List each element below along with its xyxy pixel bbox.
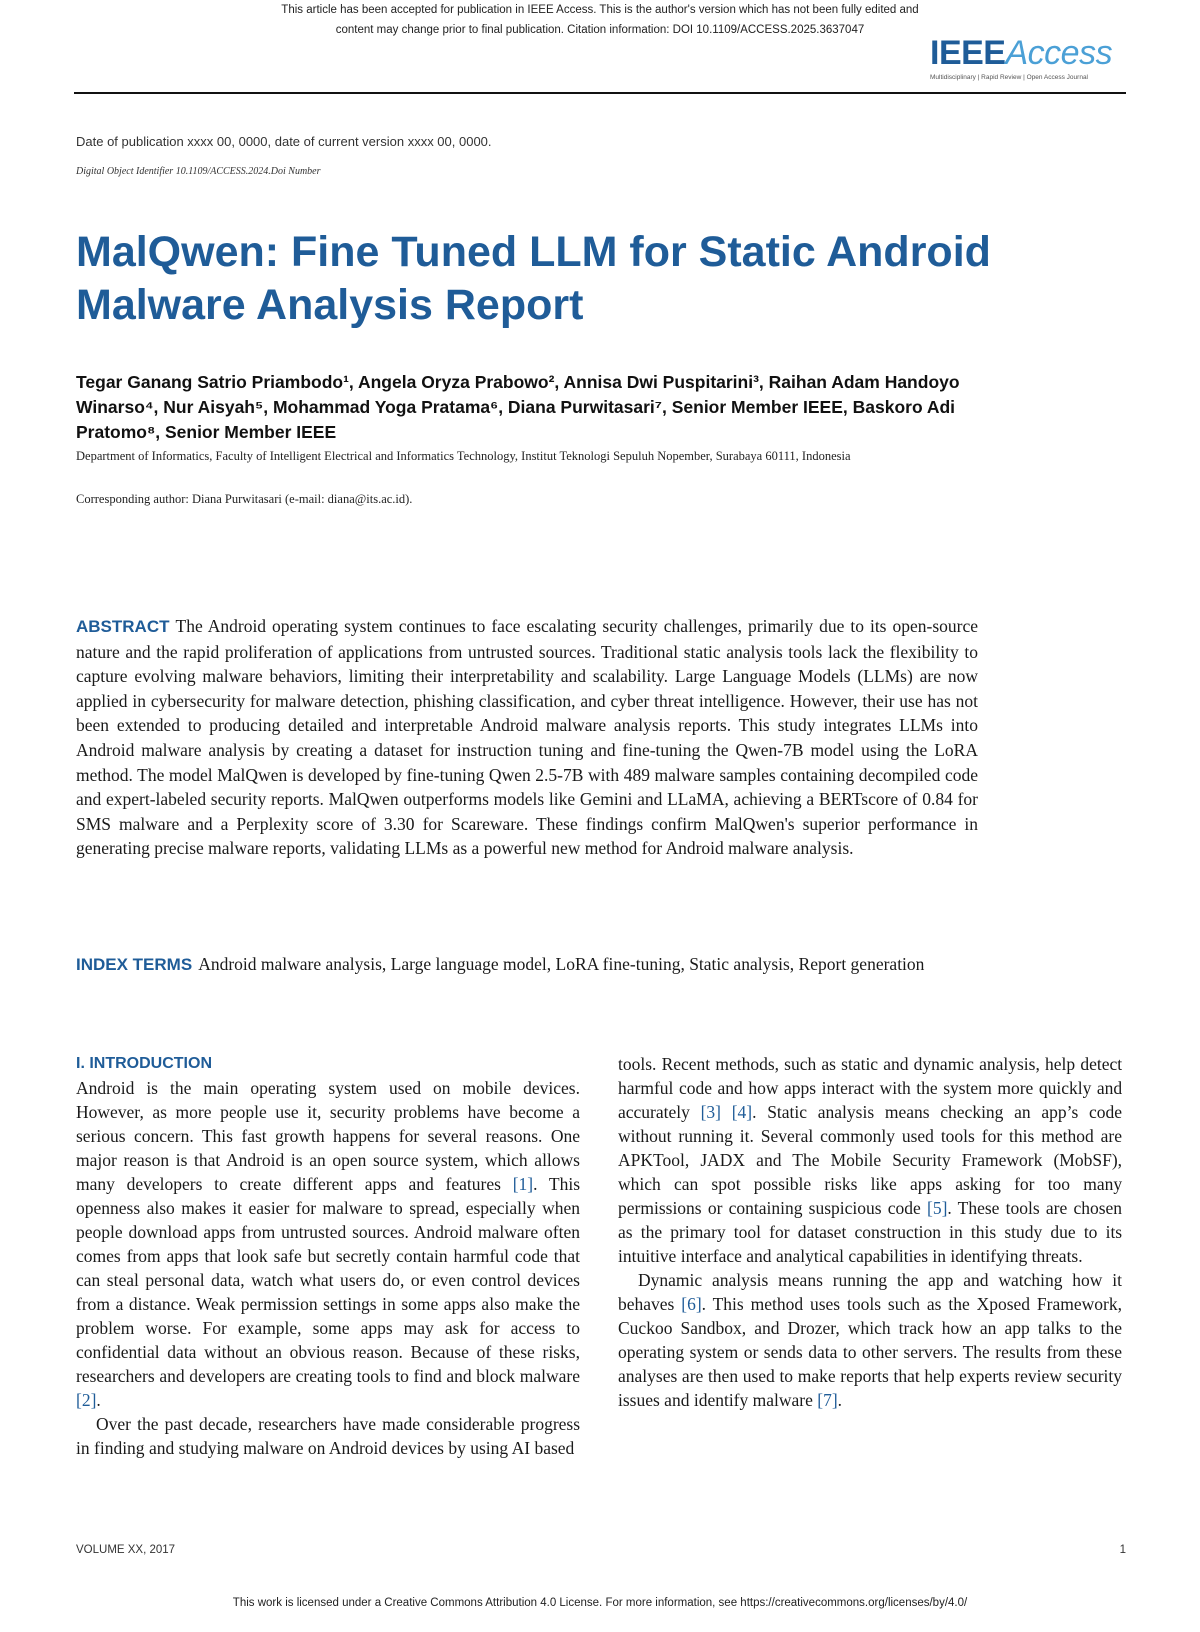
paragraph-text: without (618, 1126, 672, 1146)
publication-notice (150, 0, 1050, 40)
paragraph-text: it. (739, 1126, 754, 1146)
paragraph-text: . (96, 1390, 101, 1410)
citation-link-3[interactable]: [3] (700, 1102, 721, 1122)
paragraph-text: detect (1080, 1054, 1123, 1074)
paragraph-text (819, 1150, 830, 1170)
paragraph-text: finding (94, 1438, 145, 1458)
index-terms-label: INDEX TERMS (76, 955, 193, 974)
paragraph-text: Android (328, 1438, 388, 1458)
paragraph-text: and (746, 1246, 772, 1266)
paragraph-text: and (756, 1150, 782, 1170)
paragraph-text: APKTool, (618, 1150, 690, 1170)
paragraph-text: analysis, (979, 1054, 1040, 1074)
paragraph-text: Android is the main operating system used on mobile devices. However, as more people use it, security problems have become a serious concern. This fast growth happens for several reasons. One major reason is that Android is an open source system, which allows many developers to create different apps and features (76, 1078, 580, 1194)
paragraph-text: can (673, 1174, 699, 1194)
paragraph-text (874, 1102, 885, 1122)
paragraph-text: for (981, 1126, 1003, 1146)
paragraph-text: AI (511, 1438, 531, 1458)
paragraph-text: considerable (426, 1414, 515, 1434)
paragraph-text: Static (767, 1102, 808, 1122)
paragraph-text (698, 1174, 711, 1194)
paragraph-text: this (1009, 1126, 1035, 1146)
paragraph-text: code (1089, 1102, 1123, 1122)
ieee-access-logo (930, 34, 1130, 81)
paragraph-text: suspicious (808, 1198, 882, 1218)
paragraph-text (1001, 1174, 1014, 1194)
paragraph-text: checking (940, 1102, 1004, 1122)
paragraph-text: how (748, 1078, 779, 1098)
paragraph-text: due (1050, 1222, 1076, 1242)
paragraph-text: are (1045, 1198, 1068, 1218)
paragraph-text (930, 1102, 941, 1122)
paragraph-text: static (841, 1054, 879, 1074)
paragraph-text: . (752, 1102, 757, 1122)
paragraph-text (761, 1222, 769, 1242)
paragraph-text (745, 1150, 756, 1170)
abstract-text: The Android operating system continues to face escalating security challenges, primarily due to its open-source nature and the rapid proliferation of applications from untrusted sources. Traditional static analysis tools lack the flexibility to capture evolving malware behaviors, limiting their interpretability and scalability. Large Language Models (LLMs) are now applied in cybersecurity for malware detection, phishing classification, and cyber threat intelligence. However, their use has not been extended to producing detailed and interpretable Android malware analysis reports. This study integrates LLMs into Android malware analysis by creating a dataset for instruction tuning and fine-tuning the Qwen-7B model using the LoRA method. The model MalQwen is developed by fine-tuning Qwen 2.5-7B with 489 malware samples containing decompiled code and expert-labeled security reports. MalQwen outperforms models like Gemini and LLaMA, achieving a BERTscore of 0.84 for SMS malware and a Perplexity score of 3.30 for Scareware. These findings confirm MalQwen's superior performance in generating precise malware reports, validating LLMs as a powerful new method for Android malware analysis. (76, 616, 978, 859)
paragraph-text: based (534, 1438, 575, 1458)
abstract (76, 614, 978, 861)
paragraph-text (756, 1102, 767, 1122)
paragraph-text (897, 1174, 910, 1194)
paragraph-text: accurately (618, 1102, 690, 1122)
paragraph-text (690, 1102, 701, 1122)
paragraph-text: an (1014, 1102, 1031, 1122)
right-column (618, 1052, 1122, 1412)
paragraph-text (1003, 1102, 1014, 1122)
citation-link-5[interactable]: [5] (927, 1198, 948, 1218)
paragraph-text: code (887, 1198, 921, 1218)
paragraph-text: progress (520, 1414, 581, 1434)
paragraph-text: chosen (1073, 1198, 1123, 1218)
license-notice: This work is licensed under a Creative Commons Attribution 4.0 License. For more information, see https://creativecommons.org/licenses/by/4.0/ (232, 1597, 968, 1609)
citation-link-4[interactable]: [4] (731, 1102, 753, 1122)
paragraph-text: permissions (618, 1198, 702, 1218)
paragraph-text: with (879, 1078, 911, 1098)
paragraph-text: spot (711, 1174, 741, 1194)
paragraph-text: containing (728, 1198, 803, 1218)
paragraph-text: have (342, 1414, 376, 1434)
paragraph-text: devices (391, 1438, 444, 1458)
logo-tagline: Multidisciplinary | Rapid Review | Open Access Journal (930, 74, 1088, 81)
paragraph-text: system (943, 1078, 992, 1098)
paragraph-text: dataset (797, 1222, 847, 1242)
paragraph-text: identifying (950, 1246, 1028, 1266)
paragraph-text (975, 1126, 982, 1146)
paragraph-text (1031, 1102, 1042, 1122)
left-column (76, 1052, 580, 1460)
paragraph-text: . (947, 1198, 952, 1218)
paragraph-text (721, 1102, 732, 1122)
paragraph-text (781, 1150, 792, 1170)
paragraph-text: app’s (1041, 1102, 1079, 1122)
intro-paragraph-2-continued (618, 1052, 1122, 1268)
paragraph-text: researchers (258, 1414, 337, 1434)
citation-link-1[interactable]: [1] (512, 1174, 534, 1194)
paragraph-text: tools. (618, 1054, 657, 1074)
intro-paragraph-1 (76, 1076, 580, 1412)
paragraph-text: code (678, 1078, 712, 1098)
paragraph-text (1094, 1126, 1101, 1146)
paragraph-text (1002, 1126, 1009, 1146)
section-heading-introduction: I. INTRODUCTION (76, 1055, 212, 1072)
paragraph-text: analysis (817, 1102, 875, 1122)
paragraph-text: means (884, 1102, 930, 1122)
paragraph-text: Mobile (830, 1150, 882, 1170)
citation-link-6[interactable]: [6] (681, 1294, 702, 1314)
paragraph-text: as (821, 1054, 836, 1074)
notice-line-2: content may change prior to final publication. Citation information: DOI 10.1109/ACCESS.2025.3637047 (335, 24, 865, 36)
paragraph-text: quickly (1038, 1078, 1092, 1098)
paragraph-text (1042, 1150, 1053, 1170)
paragraph-text: analytical (775, 1246, 844, 1266)
paragraph-text (1097, 1222, 1105, 1242)
index-terms (76, 952, 978, 978)
paragraph-text (1076, 1222, 1084, 1242)
paragraph-text (733, 1126, 740, 1146)
paragraph-text: tools (1005, 1198, 1040, 1218)
paragraph-text: method (1041, 1126, 1094, 1146)
paragraph-text: by (448, 1438, 466, 1458)
paragraph-text: interface (680, 1246, 742, 1266)
paragraph-text: and (717, 1078, 743, 1098)
intro-paragraph-3 (618, 1268, 1122, 1412)
paragraph-text: Framework (961, 1150, 1043, 1170)
paragraph-text: help (1045, 1054, 1076, 1074)
paragraph-text: apps (784, 1078, 817, 1098)
paragraph-text: for (1014, 1174, 1035, 1194)
paragraph-text (807, 1102, 818, 1122)
logo-ieee-text: IEEE (930, 34, 1006, 72)
paragraph-text (790, 1222, 798, 1242)
paper-title: MalQwen: Fine Tuned LLM for Static Android Malware Analysis Report (76, 228, 991, 329)
paragraph-text: capabilities (848, 1246, 929, 1266)
paragraph-text: past (164, 1414, 193, 1434)
paragraph-text: primary (670, 1222, 726, 1242)
paragraph-text (951, 1150, 962, 1170)
paragraph-text (633, 1222, 641, 1242)
paragraph-text: dynamic (913, 1054, 974, 1074)
paragraph-text (857, 1174, 870, 1194)
paragraph-text: made (382, 1414, 421, 1434)
paragraph-text (741, 1174, 754, 1194)
logo-access-text: Access (1005, 34, 1113, 72)
paragraph-text: in (76, 1438, 90, 1458)
paragraph-text: decade, (199, 1414, 252, 1434)
paragraph-text: JADX (700, 1150, 746, 1170)
paragraph-text (726, 1222, 734, 1242)
paragraph-text: The (792, 1150, 820, 1170)
paragraph-text: using (470, 1438, 509, 1458)
index-terms-text: Android malware analysis, Large language model, LoRA fine-tuning, Static analysis, Report generation (198, 954, 925, 974)
paragraph-text: risks (824, 1174, 858, 1194)
paragraph-text (941, 1222, 949, 1242)
paragraph-text (881, 1150, 892, 1170)
paragraph-text (934, 1126, 941, 1146)
paragraph-text: for (769, 1222, 790, 1242)
paragraph-text: Recent (661, 1054, 711, 1074)
paragraph-text: too (1047, 1174, 1071, 1194)
paragraph-text: this (970, 1222, 997, 1242)
header-divider (74, 92, 1126, 94)
paragraph-text: apps (909, 1174, 943, 1194)
paragraph-text: methods, (715, 1054, 780, 1074)
paragraph-text (754, 1126, 761, 1146)
citation-link-2[interactable]: [2] (76, 1390, 97, 1410)
paragraph-text (895, 1126, 902, 1146)
paragraph-text: running (678, 1126, 733, 1146)
paragraph-text: threats. (1031, 1246, 1083, 1266)
paragraph-text: Over (96, 1414, 131, 1434)
paragraph-text: Security (892, 1150, 951, 1170)
paragraph-text: more (997, 1078, 1034, 1098)
paragraph-text: intuitive (618, 1246, 677, 1266)
paragraph-text: tool (733, 1222, 762, 1242)
paragraph-text (963, 1222, 971, 1242)
paragraph-text: . This openness also makes it easier for malware to spread, especially when people download apps from untrusted sources. Android malware often comes from apps that look safe but secretly contain harmful code that can steal personal data, watch what users do, or even control devices from a distance. Weak permission settings in some apps also make the problem worse. For example, some apps may ask for access to confidential data without an obvious reason. Because of these risks, researchers and developers are creating tools to find and block malware (76, 1174, 581, 1386)
paragraph-text: possible (753, 1174, 812, 1194)
paragraph-text: the (640, 1222, 663, 1242)
paragraph-text: malware (243, 1438, 304, 1458)
publication-date: Date of publication xxxx 00, 0000, date of current version xxxx 00, 0000. (76, 134, 492, 149)
paragraph-text: or (707, 1198, 723, 1218)
paragraph-text (1070, 1174, 1083, 1194)
paragraph-text: many (1083, 1174, 1123, 1194)
paragraph-text: which (618, 1174, 661, 1194)
paragraph-text: its (1105, 1222, 1123, 1242)
paragraph-text: Several (760, 1126, 814, 1146)
paragraph-text: are (1100, 1126, 1122, 1146)
paragraph-text (689, 1150, 700, 1170)
paragraph-text (811, 1174, 824, 1194)
paragraph-text: asking (955, 1174, 1001, 1194)
affiliation: Department of Informatics, Faculty of Intelligent Electrical and Informatics Technology, Institut Teknologi Sepuluh Nopember, Surabaya 60111, Indonesia (76, 449, 851, 463)
paragraph-text: and (148, 1438, 175, 1458)
author-list: Tegar Ganang Satrio Priambodo¹, Angela Oryza Prabowo², Annisa Dwi Puspitarini³, Raihan Adam Handoyo Winarso⁴, Nur Aisyah⁵, Mohammad Yoga Pratama⁶, Diana Purwitasari⁷, Senior Member IEEE, Baskoro Adi Pratomo⁸, Senior Member IEEE (76, 372, 960, 442)
paragraph-text: interact (821, 1078, 875, 1098)
paragraph-text: commonly (820, 1126, 895, 1146)
notice-line-1: This article has been accepted for publication in IEEE Access. This is the author's version which has not been fully edited and (281, 4, 919, 16)
paragraph-text (942, 1174, 955, 1194)
paragraph-text (1078, 1102, 1089, 1122)
paragraph-text: in (949, 1222, 963, 1242)
paragraph-text: Dynamic analysis means running the app and watching how it behaves (618, 1270, 1122, 1314)
citation-link-7[interactable]: [7] (817, 1390, 838, 1410)
paragraph-text: construction (854, 1222, 941, 1242)
paragraph-text: like (870, 1174, 897, 1194)
paragraph-text: to (1083, 1222, 1098, 1242)
intro-paragraph-2 (76, 1412, 580, 1460)
paragraph-text: studying (178, 1438, 239, 1458)
paragraph-text: the (137, 1414, 159, 1434)
footer-volume: VOLUME XX, 2017 (76, 1544, 176, 1556)
paragraph-text (1035, 1174, 1048, 1194)
corresponding-author: Corresponding author: Diana Purwitasari (e-mail: diana@its.ac.id). (76, 492, 413, 506)
abstract-label: ABSTRACT (76, 617, 170, 636)
paragraph-text: harmful (618, 1078, 674, 1098)
paragraph-text: (MobSF), (1053, 1150, 1123, 1170)
paragraph-text: These (957, 1198, 1000, 1218)
footer-page-number: 1 (1119, 1544, 1126, 1556)
paragraph-text: and (1096, 1078, 1123, 1098)
paragraph-text (661, 1174, 674, 1194)
paragraph-text: and (883, 1054, 909, 1074)
paragraph-text: the (916, 1078, 938, 1098)
paragraph-text: . (837, 1390, 843, 1410)
paragraph-text: on (307, 1438, 326, 1458)
paragraph-text: study (1004, 1222, 1043, 1242)
paragraph-text: tools (940, 1126, 975, 1146)
paragraph-text: such (784, 1054, 817, 1074)
paragraph-text: . This method uses tools such as the Xposed Framework, Cuckoo Sandbox, and Drozer, which track how an app talks to the operating system or sends data to other servers. The results from these analyses are then used to make reports that help experts review security issues and identify malware (618, 1294, 1122, 1410)
doi-line: Digital Object Identifier 10.1109/ACCESS.2024.Doi Number (76, 166, 321, 177)
paragraph-text: in (932, 1246, 947, 1266)
paragraph-text: used (901, 1126, 934, 1146)
paragraph-text: as (618, 1222, 633, 1242)
